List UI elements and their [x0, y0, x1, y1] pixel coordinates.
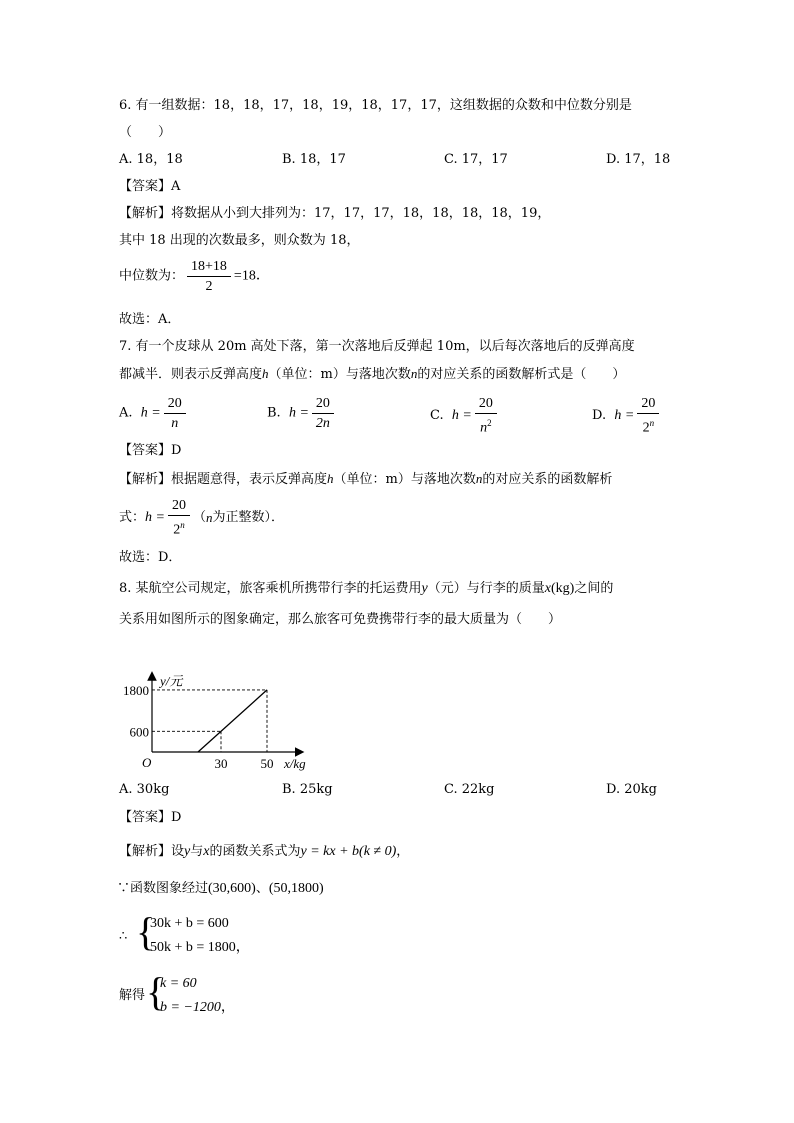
q6-option-a: A. 18，18	[119, 152, 183, 167]
q8-because-line: ∵函数图象经过(30,600)、(50,1800)	[117, 881, 324, 896]
q6-option-c: C. 17，17	[444, 152, 508, 167]
q8-answer	[119, 809, 181, 827]
q7-stem-line1: 7. 有一个皮球从 20m 高处下落，第一次落地后反弹起 10m，以后每次落地后的反弹高度	[119, 339, 635, 354]
system-brace-1: {	[136, 909, 156, 954]
q8-sys1-eq2: 50k + b = 1800，	[150, 940, 250, 955]
q6-analysis-line1: 【解析】将数据从小到大排列为：17，17，17，18，18，18，18，19，	[119, 206, 551, 221]
q8-option-d: D. 20kg	[606, 782, 657, 797]
y-tick-label-1800: 1800	[123, 682, 149, 698]
x-tick-label-50: 50	[260, 756, 274, 771]
q7-conclusion: 故选：D．	[119, 550, 182, 565]
answer-label: 【答案】	[119, 810, 172, 825]
q7-option-c: C. h = $\frac{20}{n^2}$	[430, 395, 500, 437]
therefore-symbol: ∴	[119, 929, 128, 944]
y-axis-label: y/元	[160, 673, 183, 689]
q8-option-c: C. 22kg	[444, 782, 495, 797]
q6-stem: 6. 有一组数据：18，18，17，18，19，18，17，17，这组数据的众数和中位数分别是	[119, 98, 632, 113]
x-axis-label: x/kg	[284, 756, 306, 771]
q8-stem-line2: 关系用如图所示的图象确定，那么旅客可免费携带行李的最大质量为（ ）	[119, 612, 562, 627]
origin-label: O	[142, 755, 152, 770]
q7-option-d: D. h = $\frac{20}{2^n}$	[592, 395, 662, 437]
solve-label: 解得	[119, 988, 146, 1003]
q8-option-b: B. 25kg	[282, 782, 333, 797]
y-tick-label-600: 600	[129, 724, 149, 740]
system-brace-2: {	[146, 969, 166, 1014]
q6-option-b: B. 18，17	[282, 152, 346, 167]
q8-sys2-eq2: b = −1200，	[160, 1000, 235, 1015]
x-tick-label-30: 30	[214, 756, 228, 771]
analysis-label: 【解析】	[119, 844, 172, 859]
q6-option-d: D. 17，18	[606, 152, 671, 167]
q7-analysis-line2: 式：h = $\frac{20}{2^n}$ （n为正整数）．	[119, 498, 284, 538]
answer-label: 【答案】	[119, 443, 172, 458]
q6-paren: （ ）	[119, 125, 172, 140]
q7-answer	[119, 442, 181, 460]
q8-option-a: A. 30kg	[119, 782, 170, 797]
q7-option-a: A. h = $\frac{20}{n}$	[119, 395, 189, 432]
q6-answer	[119, 178, 180, 196]
series-line-0	[198, 690, 267, 752]
analysis-label: 【解析】	[119, 472, 172, 487]
q7-stem-line2: 都减半．则表示反弹高度h（单位：m）与落地次数n的对应关系的函数解析式是（ ）	[119, 366, 626, 382]
answer-value: D	[171, 443, 182, 458]
baggage-fee-chart	[112, 636, 312, 776]
answer-value: A	[171, 179, 181, 194]
q8-stem-line1: 8. 某航空公司规定，旅客乘机所携带行李的托运费用y（元）与行李的质量x(kg)之间的	[119, 581, 614, 596]
q7-analysis-line1: 【解析】根据题意得，表示反弹高度h（单位：m）与落地次数n的对应关系的函数解析	[119, 471, 613, 487]
q6-median-line: 中位数为： $\frac{18+18}{2}$ =18．	[119, 259, 270, 294]
q6-analysis-line2: 其中 18 出现的次数最多，则众数为 18，	[119, 233, 360, 248]
median-fraction: $\frac{18+18}{2}$	[187, 258, 231, 295]
answer-value: D	[171, 810, 182, 825]
q8-sys2-eq1: k = 60	[160, 976, 197, 991]
q8-sys1-eq1: 30k + b = 600	[150, 916, 229, 931]
analysis-label: 【解析】	[119, 206, 172, 221]
q8-analysis-line1: 【解析】设y与x的函数关系式为y = kx + b(k ≠ 0)，	[119, 844, 410, 859]
q6-conclusion: 故选：A．	[119, 312, 181, 327]
answer-label: 【答案】	[119, 179, 172, 194]
q7-option-b: B. h = $\frac{20}{2n}$	[267, 395, 337, 432]
